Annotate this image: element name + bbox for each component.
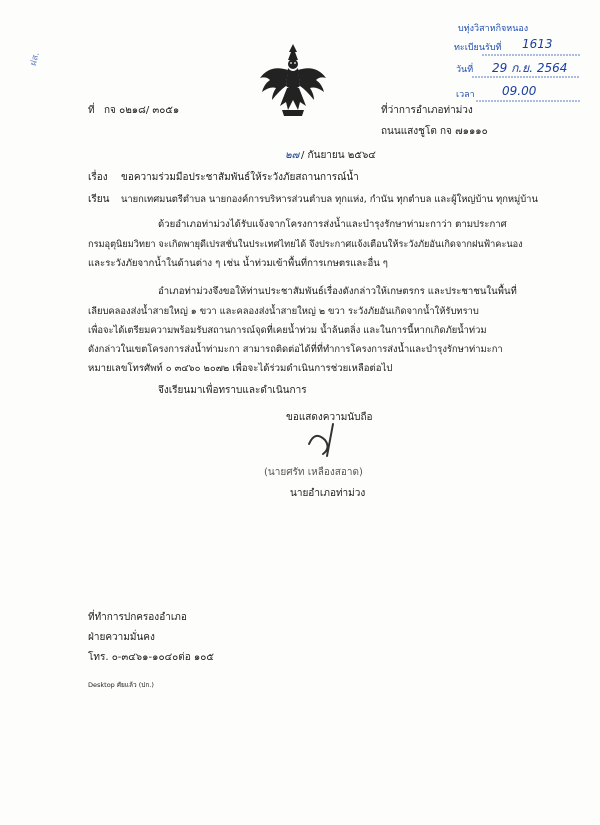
- subject-text: ขอความร่วมมือประชาสัมพันธ์ให้ระวังภัยสถานการณ์น้ำ: [121, 172, 359, 183]
- corner-mark-text: ฝส.: [28, 51, 42, 68]
- para1-line1: ด้วยอำเภอท่าม่วงได้รับแจ้งจากโครงการส่งน้ำและบำรุงรักษาท่ามะกาว่า ตามประกาศ: [158, 219, 507, 230]
- footer-dept: ที่ทำการปกครองอำเภอ: [88, 612, 187, 623]
- ref-number: กจ ๐๒๑๘/ ๓๐๕๑: [104, 105, 180, 116]
- footer-phone: โทร. ๐-๓๔๖๑-๑๐๔๐ต่อ ๑๐๕: [88, 652, 214, 663]
- date-day: ๒๗: [285, 150, 300, 161]
- stamp-time-label: เวลา: [456, 90, 475, 100]
- para2-line5: หมายเลขโทรศัพท์ ๐ ๓๔๖๐ ๒๐๗๒ เพื่อจะได้ร่วมดำเนินการช่วยเหลือต่อไป: [88, 363, 393, 374]
- stamp-time: 09.00: [502, 84, 537, 98]
- stamp-org: บทุ่งวิสาหกิจหนอง: [458, 24, 529, 34]
- addressee-label: เรียน: [88, 194, 110, 205]
- para2-line2: เลียบคลองส่งน้ำสายใหญ่ ๑ ขวา และคลองส่งน้ำสายใหญ่ ๒ ขวา ระวังภัยอันเกิดจากน้ำให้รับทราบ: [88, 306, 479, 317]
- signer-name: (นายศรัท เหลืองสอาด): [264, 467, 363, 478]
- para2-line1: อำเภอท่าม่วงจึงขอให้ท่านประชาสัมพันธ์เรื่องดังกล่าวให้เกษตรกร และประชาชนในพื้นที่: [158, 286, 517, 297]
- closing-phrase: ขอแสดงความนับถือ: [286, 412, 373, 423]
- ref-label: ที่: [88, 105, 95, 116]
- stamp-date: 29 ก.ย. 2564: [492, 61, 568, 75]
- para1-line2: กรมอุตุนิยมวิทยา จะเกิดพายุดีเปรสชั่นในประเทศไทยได้ จึงประกาศแจ้งเตือนให้ระวังภัยอันเกิดจากฝนฟ้าคะนอง: [88, 239, 523, 250]
- stamp-lines: [452, 19, 592, 111]
- footer-section: ฝ่ายความมั่นคง: [88, 632, 155, 643]
- para2-line4: ดังกล่าวในเขตโครงการส่งน้ำท่ามะกา สามารถติดต่อได้ที่ที่ทำการโครงการส่งน้ำและบำรุงรักษาท่ามะกา: [88, 344, 503, 355]
- stamp-date-label: วันที่: [456, 65, 474, 75]
- receipt-stamp: [452, 19, 592, 111]
- closing-request: จึงเรียนมาเพื่อทราบและดำเนินการ: [158, 385, 307, 396]
- subject-label: เรื่อง: [88, 172, 108, 183]
- signer-title: นายอำเภอท่าม่วง: [290, 488, 366, 499]
- para1-line3: และระวังภัยจากน้ำในด้านต่าง ๆ เช่น น้ำท่วมเข้าพื้นที่การเกษตรและอื่น ๆ: [88, 258, 388, 269]
- para2-line3: เพื่อจะได้เตรียมความพร้อมรับสถานการณ์จุดที่เคยน้ำท่วม น้ำล้นตลิ่ง และในการนี้หากเกิดภัยน้ำท่วม: [88, 325, 487, 336]
- office-address: ถนนแสงชูโต กจ ๗๑๑๑๐: [381, 126, 488, 137]
- date-month-year: / กันยายน ๒๕๖๔: [301, 150, 376, 161]
- corner-handwritten-mark: [21, 42, 43, 70]
- desktop-note: Desktop ศัยแล้ว (ปก.): [88, 681, 154, 689]
- signature-mark: [303, 420, 353, 460]
- stamp-reg-label: ทะเบียนรับที่: [454, 43, 502, 53]
- addressee-text: นายกเทศมนตรีตำบล นายกองค์การบริหารส่วนตำบล ทุกแห่ง, กำนัน ทุกตำบล และผู้ใหญ่บ้าน ทุกหมู่บ้าน: [121, 194, 538, 205]
- garuda-emblem-icon: [258, 40, 328, 118]
- office-name: ที่ว่าการอำเภอท่าม่วง: [381, 105, 473, 116]
- stamp-reg-number: 1613: [522, 37, 553, 51]
